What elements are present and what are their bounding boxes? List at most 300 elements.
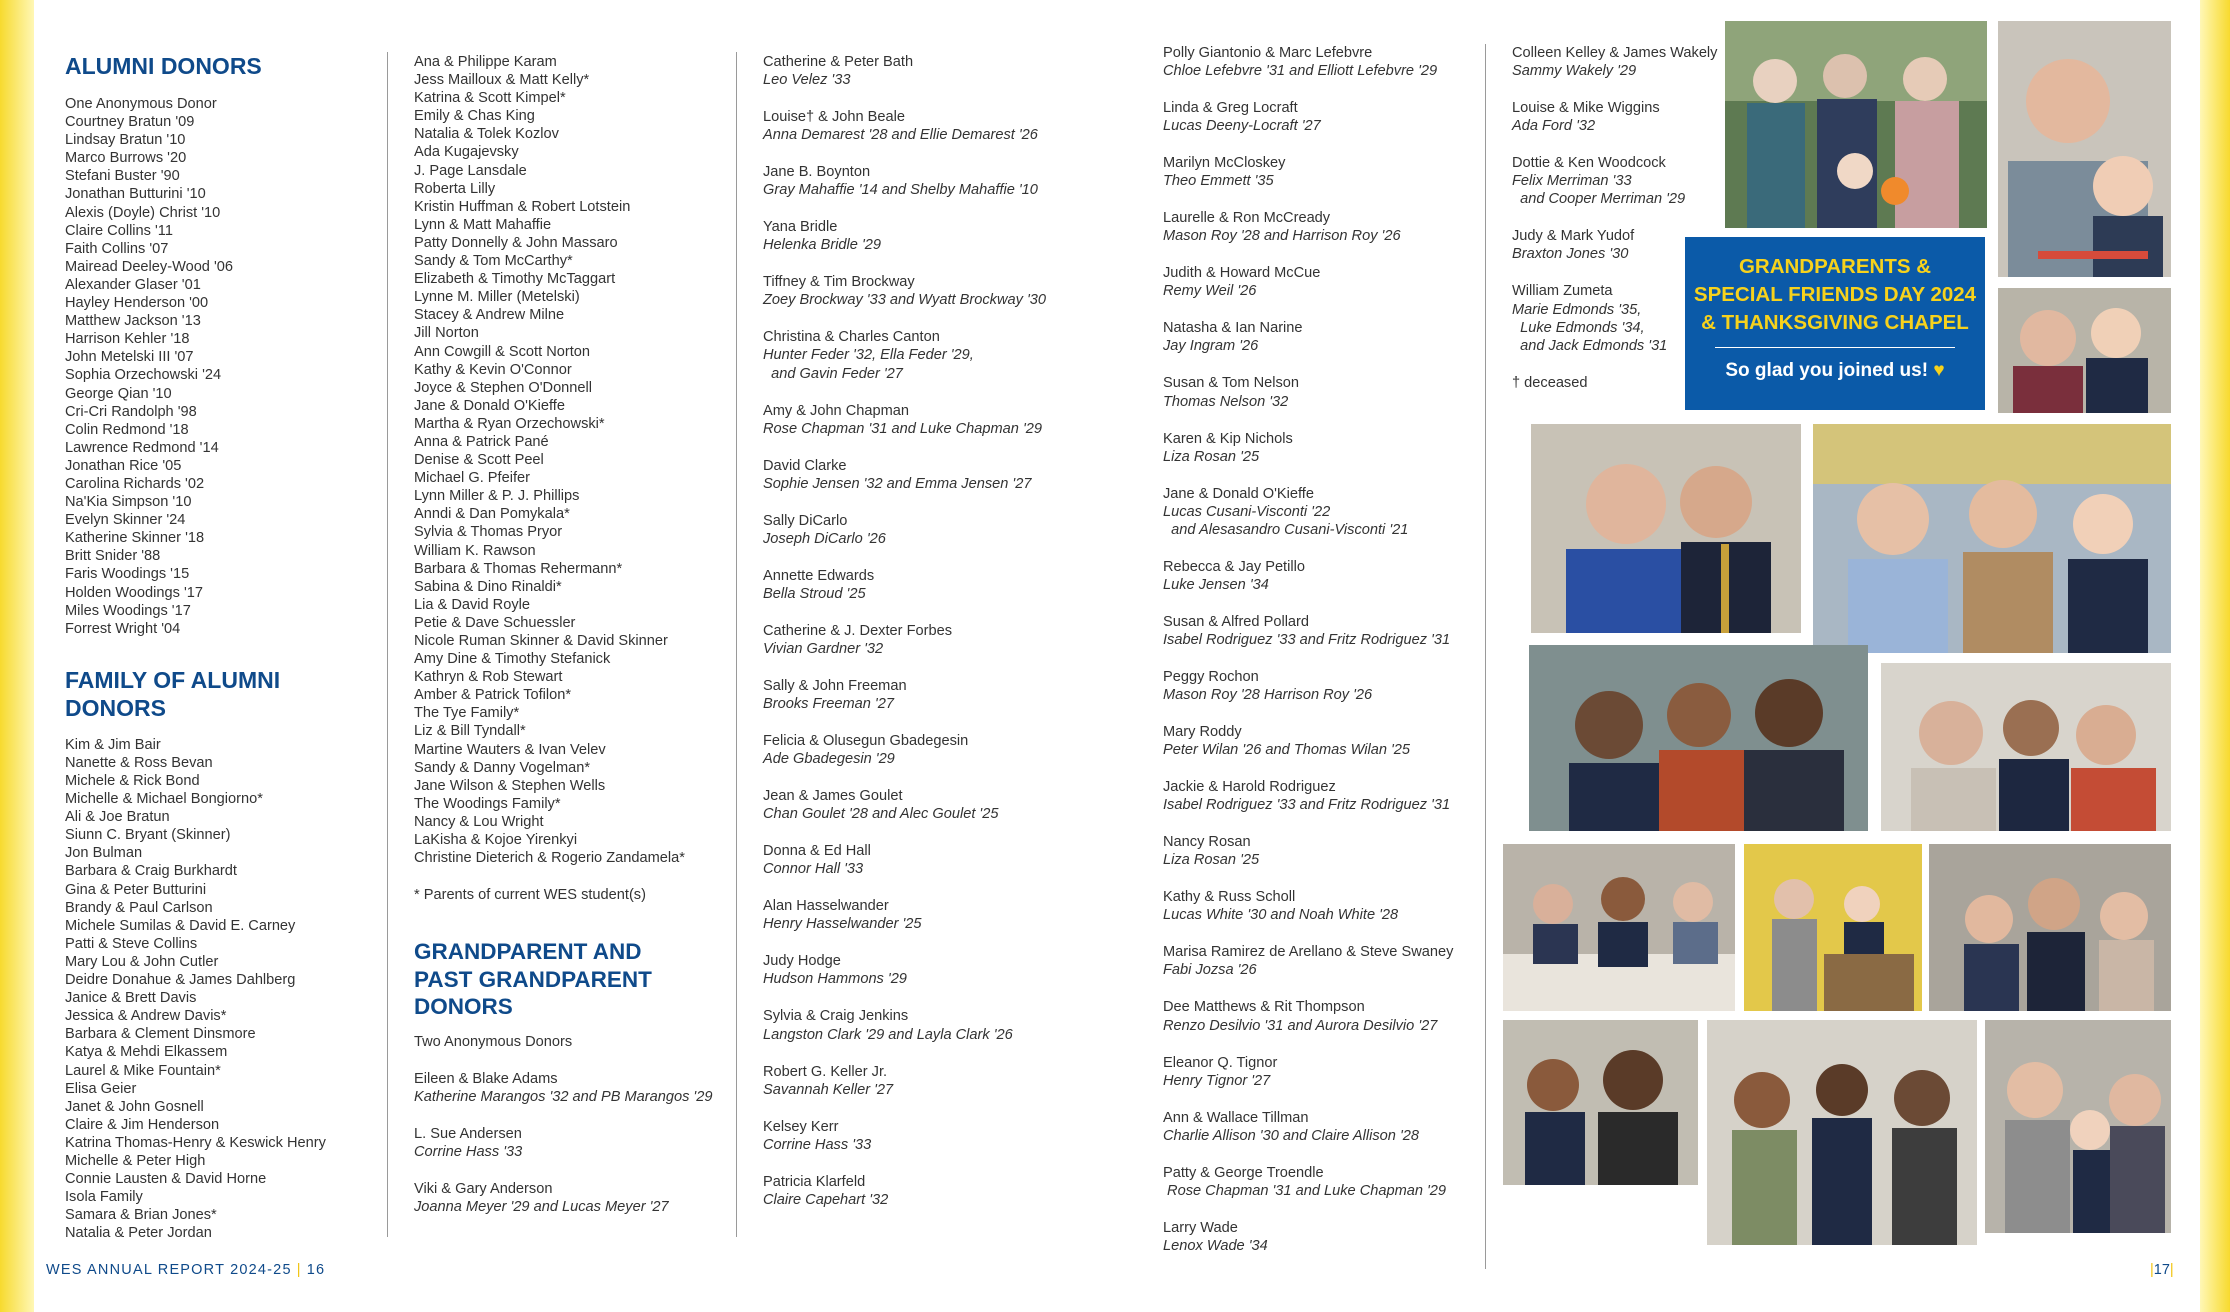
donor-name: Nancy & Lou Wright <box>414 813 544 830</box>
donor-name: Jackie & Harold Rodriguez <box>1163 779 1336 796</box>
donor-name: Annette Edwards <box>763 567 875 584</box>
donor-name: David Clarke <box>763 457 847 474</box>
donor-name: Sally DiCarlo <box>763 512 848 529</box>
grandchildren <box>763 1026 1093 1044</box>
grandchildren <box>1163 282 1483 300</box>
grandparent-entry <box>1163 1054 1483 1090</box>
banner-title-line1: GRANDPARENTS & <box>1738 255 1932 278</box>
grandparent-entry <box>763 53 1093 89</box>
donor-name: Lindsay Bratun '10 <box>65 132 186 149</box>
donor-name: Ann & Wallace Tillman <box>1163 1109 1309 1126</box>
donor-name: Martine Wauters & Ivan Velev <box>414 741 606 758</box>
grandchild-line: Mason Roy '28 Harrison Roy '26 <box>1163 687 1373 704</box>
event-photo-grandparents-classroom <box>1929 844 2171 1011</box>
grandchildren <box>1163 576 1483 594</box>
donor-name: Eileen & Blake Adams <box>414 1070 558 1087</box>
donor-name: Brandy & Paul Carlson <box>65 899 213 916</box>
donor-name: Lynn Miller & P. J. Phillips <box>414 488 580 505</box>
donor-name: Sandy & Tom McCarthy* <box>414 253 573 270</box>
column-4 <box>1163 44 1483 1274</box>
grandchild-line: and Alesasandro Cusani-Visconti '21 <box>1163 521 1409 538</box>
donor-name: Anna & Patrick Pané <box>414 433 549 450</box>
donor-name: Lawrence Redmond '14 <box>65 439 219 456</box>
grandchild-line: Liza Rosan '25 <box>1163 448 1260 465</box>
donor-name: Louise† & John Beale <box>763 109 905 126</box>
donor-name: Na'Kia Simpson '10 <box>65 494 192 511</box>
grandparent-list-col3 <box>763 53 1093 1209</box>
donor-name: Karen & Kip Nichols <box>1163 430 1293 447</box>
grandparent-entry <box>1163 613 1483 649</box>
grandparent-entry <box>763 457 1093 493</box>
donor-name: Matthew Jackson '13 <box>65 313 201 330</box>
donor-name: Amber & Patrick Tofilon* <box>414 687 572 704</box>
grand-heading-line1: GRANDPARENT AND <box>414 939 642 965</box>
grandchild-line: Sophie Jensen '32 and Emma Jensen '27 <box>763 475 1032 492</box>
grandparent-entry <box>763 732 1093 768</box>
grandchildren <box>763 915 1093 933</box>
grandchild-line: Fabi Jozsa '26 <box>1163 962 1257 979</box>
donor-name: Alexis (Doyle) Christ '10 <box>65 204 221 221</box>
family-of-alumni-heading <box>65 666 365 722</box>
grandparent-entry <box>763 163 1093 199</box>
grandchildren <box>1512 117 1722 135</box>
donor-name: Eleanor Q. Tignor <box>1163 1054 1278 1071</box>
footer-separator: | <box>296 1262 302 1278</box>
donor-name: Patricia Klarfeld <box>763 1173 866 1190</box>
donor-name: Catherine & J. Dexter Forbes <box>763 622 952 639</box>
event-photo-group-grandparents <box>1725 21 1987 228</box>
grandchildren <box>1163 393 1483 411</box>
grandparent-entry <box>414 1125 734 1161</box>
grandparent-entry <box>1512 99 1722 135</box>
donor-name: Sandy & Danny Vogelman* <box>414 759 591 776</box>
grandchild-line: Ade Gbadegesin '29 <box>763 751 895 768</box>
donor-name: Ali & Joe Bratun <box>65 809 170 826</box>
column-divider <box>1485 44 1486 1269</box>
grandchild-line: Theo Emmett '35 <box>1163 173 1274 190</box>
donor-name: Colin Redmond '18 <box>65 421 189 438</box>
grandchildren <box>763 346 1093 382</box>
grandchild-line: Corrine Hass '33 <box>763 1136 872 1153</box>
event-photo-grandfather-and-boy <box>1503 1020 1698 1185</box>
donor-name: Amy & John Chapman <box>763 402 910 419</box>
donor-name: Judy Hodge <box>763 953 841 970</box>
donor-name: Carolina Richards '02 <box>65 475 205 492</box>
donor-name: Judy & Mark Yudof <box>1512 228 1635 245</box>
donor-name: Nanette & Ross Bevan <box>65 754 213 771</box>
grandchild-line: Charlie Allison '30 and Claire Allison '28 <box>1163 1127 1419 1144</box>
grandchild-line: Chloe Lefebvre '31 and Elliott Lefebvre '29 <box>1163 63 1438 80</box>
grandchildren <box>763 860 1093 878</box>
event-photo-grandparents-and-student-standing <box>1707 1020 1977 1245</box>
donor-name: Michael G. Pfeifer <box>414 470 530 487</box>
donor-name: Natalia & Peter Jordan <box>65 1225 212 1242</box>
grandparent-entry <box>1163 430 1483 466</box>
grandchild-line: Ada Ford '32 <box>1512 118 1596 135</box>
grandchild-line: and Gavin Feder '27 <box>763 365 903 382</box>
donor-name: Sylvia & Craig Jenkins <box>763 1008 909 1025</box>
donor-name: Colleen Kelley & James Wakely <box>1512 45 1718 61</box>
donor-name: John Metelski III '07 <box>65 349 194 366</box>
grandparent-entry <box>763 273 1093 309</box>
footer-left <box>46 1262 325 1278</box>
donor-name: Lia & David Royle <box>414 596 530 613</box>
donor-name: Amy Dine & Timothy Stefanick <box>414 651 611 668</box>
donor-name: William K. Rawson <box>414 542 536 559</box>
grandchild-line: Lenox Wade '34 <box>1163 1237 1268 1254</box>
donor-name: Stacey & Andrew Milne <box>414 307 565 324</box>
donor-name: Jess Mailloux & Matt Kelly* <box>414 72 590 89</box>
grandchildren <box>1512 172 1722 208</box>
donor-name: Anndi & Dan Pomykala* <box>414 506 570 523</box>
grandparent-list-col2 <box>414 1070 734 1216</box>
donor-name: Catherine & Peter Bath <box>763 54 914 70</box>
grandparent-entry <box>1163 778 1483 814</box>
grandchildren <box>1163 1127 1483 1145</box>
grand-heading-line3: DONORS <box>414 994 513 1020</box>
grandparent-entry <box>1163 1219 1483 1255</box>
grandchildren <box>763 475 1093 493</box>
donor-name: Isola Family <box>65 1189 143 1206</box>
grandchildren <box>763 236 1093 254</box>
donor-name: Claire & Jim Henderson <box>65 1116 220 1133</box>
donor-name: Stefani Buster '90 <box>65 168 180 185</box>
donor-name: Joyce & Stephen O'Donnell <box>414 379 593 396</box>
family-of-alumni-list <box>65 736 365 1243</box>
two-anonymous-donors: Two Anonymous Donors <box>414 1033 573 1050</box>
event-photo-grandfather-and-girl <box>1998 21 2171 277</box>
grandchildren <box>1163 961 1483 979</box>
grandparent-entry <box>1163 264 1483 300</box>
grandchildren <box>763 181 1093 199</box>
event-photo-grandparents-and-boy-smiling <box>1529 645 1868 831</box>
donor-name: Denise & Scott Peel <box>414 452 544 469</box>
footer-bracket-right: | <box>2169 1262 2174 1278</box>
donor-name: Martha & Ryan Orzechowski* <box>414 415 605 432</box>
donor-name: Samara & Brian Jones* <box>65 1207 217 1224</box>
deceased-note: † deceased <box>1512 374 1588 391</box>
grandchild-line: Thomas Nelson '32 <box>1163 393 1289 410</box>
banner-divider <box>1715 347 1955 348</box>
column-2 <box>414 53 734 1235</box>
donor-name: Susan & Tom Nelson <box>1163 375 1300 392</box>
grandparent-entry <box>763 952 1093 988</box>
report-title: WES ANNUAL REPORT 2024-25 <box>46 1262 292 1278</box>
donor-name: L. Sue Andersen <box>414 1125 522 1142</box>
donor-name: Emily & Chas King <box>414 108 535 125</box>
donor-name: Mary Lou & John Cutler <box>65 953 219 970</box>
heart-icon: ♥ <box>1933 360 1945 381</box>
donor-name: Katya & Mehdi Elkassem <box>65 1044 228 1061</box>
grandchildren <box>763 420 1093 438</box>
donor-name: Laurel & Mike Fountain* <box>65 1062 221 1079</box>
column-divider <box>736 52 737 1237</box>
grandchild-line: Henry Tignor '27 <box>1163 1072 1271 1089</box>
grandchildren <box>763 805 1093 823</box>
grandchildren <box>763 291 1093 309</box>
grandparent-entry <box>414 1180 734 1216</box>
grandparent-donors-heading <box>414 938 734 1021</box>
grandchildren <box>1163 796 1483 814</box>
donor-name: The Woodings Family* <box>414 795 561 812</box>
donor-name: Louise & Mike Wiggins <box>1512 100 1660 117</box>
donor-name: Ann Cowgill & Scott Norton <box>414 343 591 360</box>
grandchild-line: and Cooper Merriman '29 <box>1512 191 1686 208</box>
column-divider <box>387 52 388 1237</box>
donor-name: Liz & Bill Tyndall* <box>414 723 526 740</box>
grandchild-line: Anna Demarest '28 and Ellie Demarest '26 <box>763 127 1038 144</box>
donor-name: Tiffney & Tim Brockway <box>763 274 915 291</box>
grandchild-line: Hudson Hammons '29 <box>763 971 907 988</box>
banner-title-line2: SPECIAL FRIENDS DAY 2024 <box>1693 283 1977 306</box>
page-number-left: 16 <box>306 1262 326 1278</box>
event-banner <box>1685 237 1985 410</box>
grandparent-entry <box>1163 319 1483 355</box>
grandparent-entry <box>1163 998 1483 1034</box>
grandchildren <box>1163 741 1483 759</box>
donor-name: Gina & Peter Butturini <box>65 881 207 898</box>
donor-name: Barbara & Thomas Rehermann* <box>414 560 623 577</box>
donor-name: Deidre Donahue & James Dahlberg <box>65 972 296 989</box>
donor-name: Alexander Glaser '01 <box>65 276 201 293</box>
grandchild-line: Marie Edmonds '35, <box>1512 301 1642 318</box>
grandparent-entry <box>763 108 1093 144</box>
right-yellow-edge <box>2200 0 2230 1312</box>
donor-name: Marco Burrows '20 <box>65 150 187 167</box>
event-photo-grandmother-and-boy <box>1998 288 2171 413</box>
grandchildren <box>414 1198 734 1216</box>
grandchildren <box>1163 906 1483 924</box>
event-photo-grandparents-and-boy <box>1813 424 2171 653</box>
grand-heading-line2: PAST GRANDPARENT <box>414 966 652 992</box>
page-number-right: 17 <box>2153 1262 2170 1278</box>
donor-name: Michele & Rick Bond <box>65 773 200 789</box>
donor-name: Petie & Dave Schuessler <box>414 614 576 631</box>
family-heading-line1: FAMILY OF ALUMNI <box>65 666 281 693</box>
grandparent-entry <box>1163 44 1483 80</box>
donor-name: Patti & Steve Collins <box>65 935 198 952</box>
grandparent-list-col4 <box>1163 44 1483 1255</box>
donor-name: Donna & Ed Hall <box>763 843 871 860</box>
grandchild-line: Mason Roy '28 and Harrison Roy '26 <box>1163 228 1401 245</box>
donor-name: Siunn C. Bryant (Skinner) <box>65 827 231 844</box>
grandchild-line: Jay Ingram '26 <box>1163 338 1259 355</box>
donor-name: Holden Woodings '17 <box>65 584 204 601</box>
donor-name: Laurelle & Ron McCready <box>1163 210 1331 227</box>
grandparent-entry <box>763 512 1093 548</box>
donor-name: Kim & Jim Bair <box>65 736 161 753</box>
donor-name: Mairead Deeley-Wood '06 <box>65 258 233 275</box>
grandchild-line: Sammy Wakely '29 <box>1512 63 1637 80</box>
grandchildren <box>1163 686 1483 704</box>
grandchildren <box>763 640 1093 658</box>
donor-name: Natasha & Ian Narine <box>1163 320 1303 337</box>
grandchildren <box>414 1088 734 1106</box>
donor-name: Larry Wade <box>1163 1219 1238 1236</box>
grandchildren <box>1163 503 1483 539</box>
grandchild-line: Hunter Feder '32, Ella Feder '29, <box>763 347 974 364</box>
grandparent-entry <box>763 897 1093 933</box>
grandparent-entry <box>763 218 1093 254</box>
donor-name: LaKisha & Kojoe Yirenkyi <box>414 832 578 849</box>
donor-name: Katrina Thomas-Henry & Keswick Henry <box>65 1134 326 1151</box>
donor-name: Dottie & Ken Woodcock <box>1512 155 1666 172</box>
donor-name: Forrest Wright '04 <box>65 620 181 637</box>
donor-name: Marisa Ramirez de Arellano & Steve Swaney <box>1163 944 1454 961</box>
grandchild-line: Bella Stroud '25 <box>763 585 866 602</box>
donor-name: Hayley Henderson '00 <box>65 295 209 312</box>
donor-name: Patty Donnelly & John Massaro <box>414 234 618 251</box>
grandchildren <box>1163 227 1483 245</box>
grandparent-entry <box>1163 99 1483 135</box>
donor-name: Sabina & Dino Rinaldi* <box>414 578 562 595</box>
donor-name: Marilyn McCloskey <box>1163 155 1286 172</box>
donor-name: Yana Bridle <box>763 219 838 236</box>
donor-name: Rebecca & Jay Petillo <box>1163 558 1305 575</box>
donor-name: Britt Snider '88 <box>65 548 161 565</box>
grandchild-line: Corrine Hass '33 <box>414 1143 523 1160</box>
grandchild-line: Rose Chapman '31 and Luke Chapman '29 <box>1163 1182 1447 1199</box>
donor-name: Katherine Skinner '18 <box>65 530 205 547</box>
donor-name: Linda & Greg Locraft <box>1163 100 1298 117</box>
grandchildren <box>763 530 1093 548</box>
donor-name: Judith & Howard McCue <box>1163 265 1321 282</box>
grandchildren <box>1163 1237 1483 1255</box>
grandparent-entry <box>1163 154 1483 190</box>
donor-name: George Qian '10 <box>65 385 172 402</box>
grandparent-entry <box>763 1118 1093 1154</box>
grandparent-entry <box>1163 485 1483 539</box>
donor-name: Kathy & Russ Scholl <box>1163 889 1296 906</box>
grandchild-line: Savannah Keller '27 <box>763 1081 894 1098</box>
grandchild-line: Isabel Rodriguez '33 and Fritz Rodriguez '31 <box>1163 631 1451 648</box>
grandchild-line: Leo Velez '33 <box>763 72 851 89</box>
grandparent-entry <box>1163 943 1483 979</box>
grandchildren <box>1163 337 1483 355</box>
donor-name: Connie Lausten & David Horne <box>65 1171 267 1188</box>
grandchild-line: Lucas Deeny-Locraft '27 <box>1163 118 1321 135</box>
donor-name: Polly Giantonio & Marc Lefebvre <box>1163 45 1373 61</box>
event-photo-grandparents-and-girl <box>1985 1020 2171 1233</box>
donor-name: Claire Collins '11 <box>65 222 173 239</box>
grandchildren <box>763 970 1093 988</box>
donor-name: Lynne M. Miller (Metelski) <box>414 289 580 306</box>
grandchildren <box>414 1143 734 1161</box>
grandparent-entry <box>1163 558 1483 594</box>
donor-name: Ana & Philippe Karam <box>414 54 557 70</box>
donor-name: Michelle & Peter High <box>65 1152 206 1169</box>
grandchild-line: Chan Goulet '28 and Alec Goulet '25 <box>763 806 999 823</box>
donor-name: Alan Hasselwander <box>763 898 889 915</box>
event-photo-chapel-podium <box>1744 844 1922 1011</box>
donor-name: Jessica & Andrew Davis* <box>65 1008 227 1025</box>
grandchild-line: Lucas White '30 and Noah White '28 <box>1163 907 1399 924</box>
donor-name: Christina & Charles Canton <box>763 329 940 346</box>
banner-subtitle-text: So glad you joined us! <box>1725 360 1929 381</box>
event-photo-grandmother-and-boy-blue <box>1531 424 1801 633</box>
donor-name: Viki & Gary Anderson <box>414 1180 553 1197</box>
grandchildren <box>763 695 1093 713</box>
donor-name: Jill Norton <box>414 325 479 342</box>
footer-bracket-left: | <box>2150 1262 2154 1278</box>
grandchild-line: Connor Hall '33 <box>763 861 864 878</box>
donor-name: Faris Woodings '15 <box>65 566 190 583</box>
alumni-donors-list <box>65 95 365 638</box>
donor-name: Felicia & Olusegun Gbadegesin <box>763 733 969 750</box>
grandchildren <box>763 1136 1093 1154</box>
donor-name: Faith Collins '07 <box>65 240 169 257</box>
donor-name: Katrina & Scott Kimpel* <box>414 90 566 107</box>
donor-name: Cri-Cri Randolph '98 <box>65 403 197 420</box>
grandchild-line: Rose Chapman '31 and Luke Chapman '29 <box>763 420 1042 437</box>
family-of-alumni-list-continued <box>414 53 734 867</box>
grandparent-entry <box>1512 44 1722 80</box>
grandparent-entry <box>763 1063 1093 1099</box>
grandchild-line: Peter Wilan '26 and Thomas Wilan '25 <box>1163 742 1411 759</box>
grandchildren <box>1163 1072 1483 1090</box>
banner-title <box>1685 253 1985 337</box>
grandchildren <box>1163 448 1483 466</box>
grandparent-entry <box>1512 154 1722 208</box>
grandchildren <box>1163 851 1483 869</box>
donor-name: Robert G. Keller Jr. <box>763 1063 888 1080</box>
grandchildren <box>1163 631 1483 649</box>
donor-name: Kathryn & Rob Stewart <box>414 669 563 686</box>
grandchild-line: Langston Clark '29 and Layla Clark '26 <box>763 1026 1013 1043</box>
grandparent-entry <box>1163 668 1483 704</box>
grandchildren <box>763 1191 1093 1209</box>
grandparent-entry <box>1163 888 1483 924</box>
donor-name: Michele Sumilas & David E. Carney <box>65 917 296 934</box>
grandchild-line: Luke Jensen '34 <box>1163 576 1269 593</box>
footer-right <box>2150 1262 2174 1278</box>
donor-name: Lynn & Matt Mahaffie <box>414 216 552 233</box>
donor-name: Elizabeth & Timothy McTaggart <box>414 271 616 288</box>
donor-name: One Anonymous Donor <box>65 96 217 112</box>
grandchildren <box>1512 62 1722 80</box>
event-photo-classroom-craft <box>1503 844 1735 1011</box>
column-3 <box>763 53 1093 1228</box>
donor-name: Dee Matthews & Rit Thompson <box>1163 999 1365 1016</box>
donor-name: Jon Bulman <box>65 845 143 862</box>
donor-name: Christine Dieterich & Rogerio Zandamela* <box>414 850 685 867</box>
grandchildren <box>1163 1017 1483 1035</box>
grandchild-line: Brooks Freeman '27 <box>763 696 894 713</box>
donor-name: Natalia & Tolek Kozlov <box>414 126 559 143</box>
grandchild-line: Renzo Desilvio '31 and Aurora Desilvio '27 <box>1163 1017 1438 1034</box>
grandchild-line: Isabel Rodriguez '33 and Fritz Rodriguez '31 <box>1163 797 1451 814</box>
donor-name: Kristin Huffman & Robert Lotstein <box>414 198 631 215</box>
grandchild-line: and Jack Edmonds '31 <box>1512 337 1668 354</box>
grandparent-entry <box>763 787 1093 823</box>
grandparent-entry <box>763 1173 1093 1209</box>
event-photo-grandparents-and-student <box>1881 663 2171 831</box>
donor-name: Peggy Rochon <box>1163 668 1259 685</box>
grandchild-line: Helenka Bridle '29 <box>763 237 881 254</box>
grandchild-line: Braxton Jones '30 <box>1512 246 1629 263</box>
grandchild-line: Remy Weil '26 <box>1163 283 1257 300</box>
family-heading-line2: DONORS <box>65 694 166 721</box>
grandchild-line: Felix Merriman '33 <box>1512 173 1632 190</box>
grandchild-line: Gray Mahaffie '14 and Shelby Mahaffie '10 <box>763 182 1038 199</box>
grandchildren <box>1163 62 1483 80</box>
grandchild-line: Katherine Marangos '32 and PB Marangos '29 <box>414 1088 713 1105</box>
donor-name: Elisa Geier <box>65 1080 137 1097</box>
donor-name: William Zumeta <box>1512 283 1613 300</box>
grandchildren <box>763 126 1093 144</box>
grandparent-entry <box>1163 1164 1483 1200</box>
grandchild-line: Vivian Gardner '32 <box>763 640 884 657</box>
